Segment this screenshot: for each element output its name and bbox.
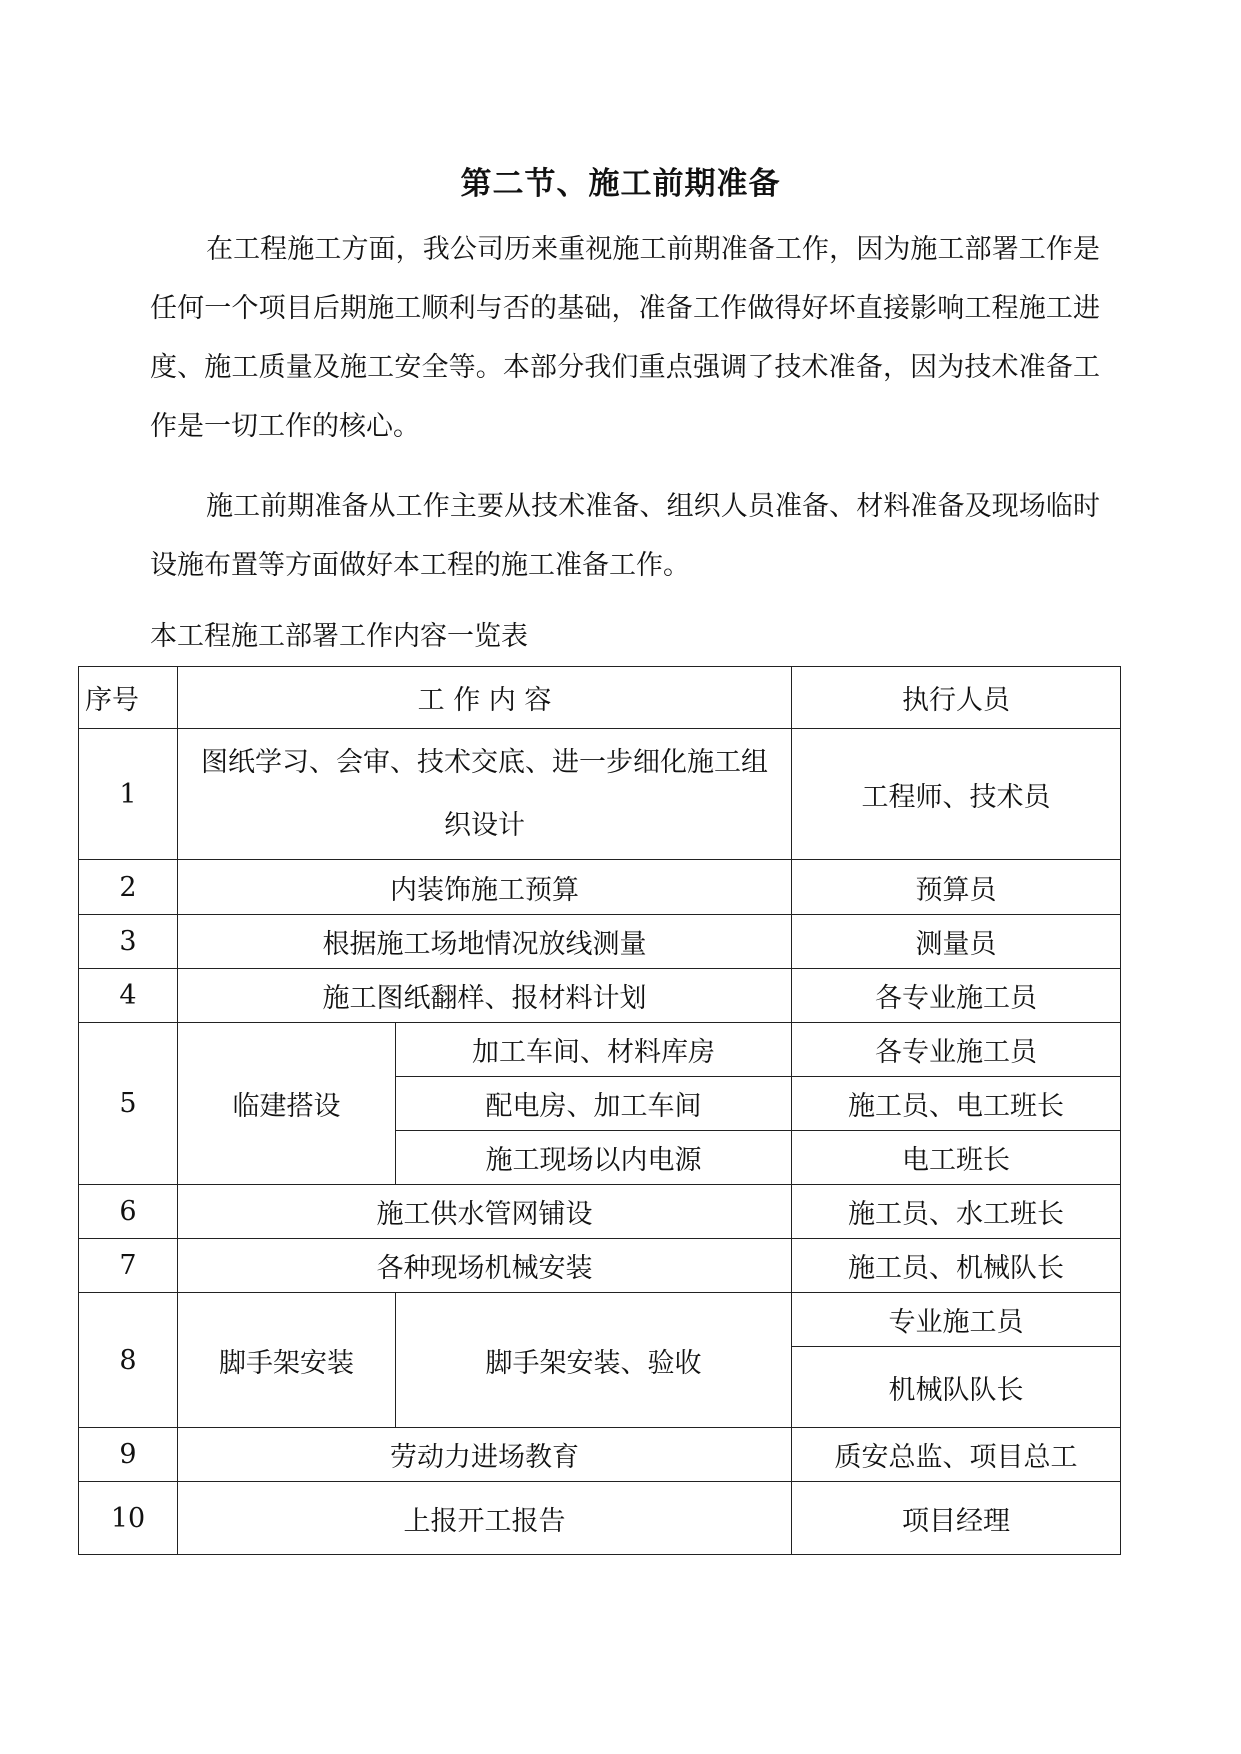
work-content-table (78, 666, 1121, 1555)
row-content: 各种现场机械安装 (178, 1239, 792, 1293)
table-row (79, 1293, 1121, 1347)
row-content: 图纸学习、会审、技术交底、进一步细化施工组织设计 (178, 729, 792, 860)
table-row (79, 969, 1121, 1023)
row-staff: 测量员 (792, 915, 1121, 969)
row-staff: 电工班长 (792, 1131, 1121, 1185)
intro-paragraph: 在工程施工方面，我公司历来重视施工前期准备工作，因为施工部署工作是任何一个项目后期施工顺利与否的基础，准备工作做得好坏直接影响工程施工进度、施工质量及施工安全等。本部分我们重点强调了技术准备，因为技术准备工作是一切工作的核心。 (150, 234, 1100, 442)
row-staff: 各专业施工员 (792, 1023, 1121, 1077)
row-staff: 施工员、水工班长 (792, 1185, 1121, 1239)
row-group: 脚手架安装 (178, 1293, 396, 1428)
table-header-row (79, 667, 1121, 729)
row-content: 施工图纸翻样、报材料计划 (178, 969, 792, 1023)
row-content: 脚手架安装、验收 (396, 1293, 792, 1428)
header-content: 工 作 内 容 (178, 667, 792, 729)
table-row (79, 1428, 1121, 1482)
preparation-paragraph: 施工前期准备从工作主要从技术准备、组织人员准备、材料准备及现场临时设施布置等方面做好本工程的施工准备工作。 (150, 491, 1100, 581)
row-no: 4 (79, 969, 178, 1023)
row-no: 9 (79, 1428, 178, 1482)
row-staff: 专业施工员 (792, 1293, 1121, 1347)
table-row (79, 915, 1121, 969)
row-staff: 施工员、机械队长 (792, 1239, 1121, 1293)
row-staff: 工程师、技术员 (792, 729, 1121, 860)
row-no: 3 (79, 915, 178, 969)
row-content: 上报开工报告 (178, 1482, 792, 1555)
row-content: 配电房、加工车间 (396, 1077, 792, 1131)
row-content: 内装饰施工预算 (178, 860, 792, 915)
header-staff: 执行人员 (792, 667, 1121, 729)
table-caption: 本工程施工部署工作内容一览表 (150, 621, 528, 652)
row-no: 5 (79, 1023, 178, 1185)
header-no: 序号 (79, 667, 178, 729)
row-no: 8 (79, 1293, 178, 1428)
row-no: 2 (79, 860, 178, 915)
row-staff: 施工员、电工班长 (792, 1077, 1121, 1131)
table-row (79, 729, 1121, 860)
row-staff: 质安总监、项目总工 (792, 1428, 1121, 1482)
row-content: 根据施工场地情况放线测量 (178, 915, 792, 969)
row-no: 7 (79, 1239, 178, 1293)
row-content: 施工现场以内电源 (396, 1131, 792, 1185)
table-row (79, 1185, 1121, 1239)
row-no: 6 (79, 1185, 178, 1239)
row-group: 临建搭设 (178, 1023, 396, 1185)
table-row (79, 1239, 1121, 1293)
table-row (79, 860, 1121, 915)
row-content: 施工供水管网铺设 (178, 1185, 792, 1239)
row-staff: 预算员 (792, 860, 1121, 915)
row-staff: 项目经理 (792, 1482, 1121, 1555)
row-content: 劳动力进场教育 (178, 1428, 792, 1482)
table-row (79, 1023, 1121, 1077)
row-no: 10 (79, 1482, 178, 1555)
row-staff: 机械队队长 (792, 1347, 1121, 1428)
row-content: 加工车间、材料库房 (396, 1023, 792, 1077)
table-row (79, 1482, 1121, 1555)
row-staff: 各专业施工员 (792, 969, 1121, 1023)
row-no: 1 (79, 729, 178, 860)
section-title: 第二节、施工前期准备 (460, 166, 781, 202)
